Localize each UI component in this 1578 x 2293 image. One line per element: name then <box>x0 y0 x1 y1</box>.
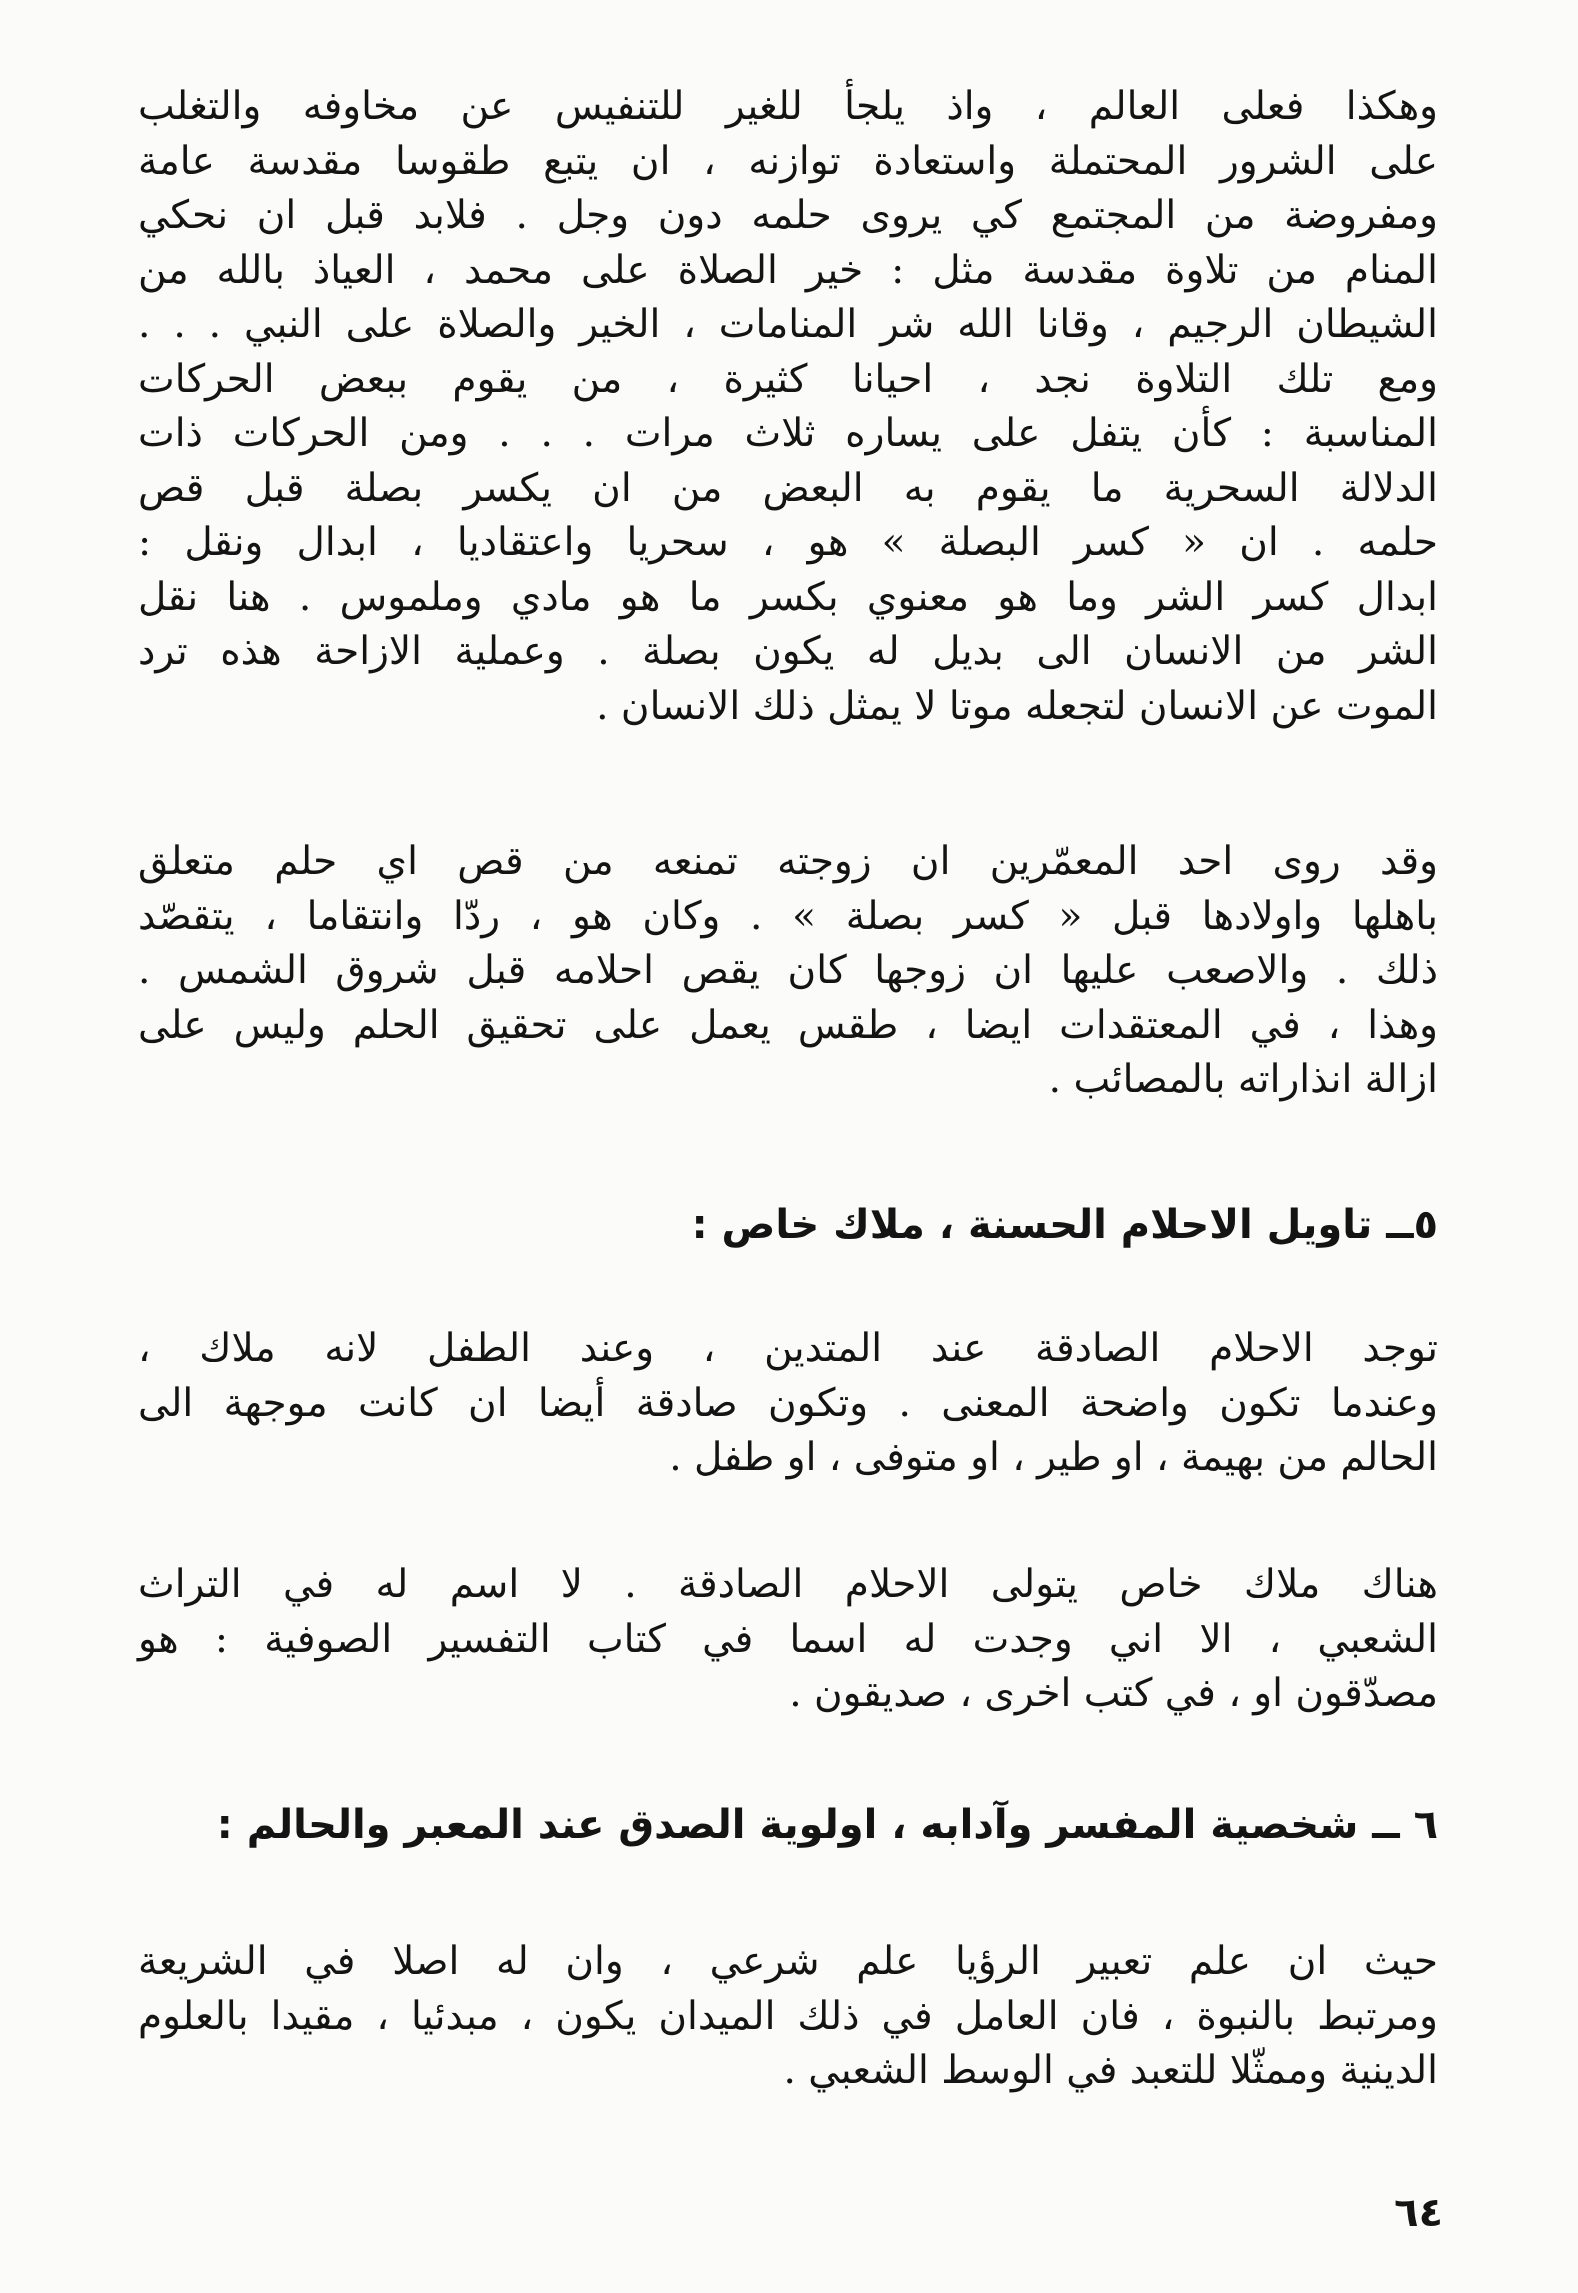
text-line: وهكذا فعلى العالم ، واذ يلجأ للغير للتنفيس عن مخاوفه والتغلب <box>138 84 1438 129</box>
text-line: مصدّقون او ، في كتب اخرى ، صديقون . <box>789 1671 1438 1716</box>
text-line: ازالة انذاراته بالمصائب . <box>1048 1057 1438 1102</box>
text-line: المنام من تلاوة مقدسة مثل : خير الصلاة على محمد ، العياذ بالله من <box>138 247 1438 293</box>
text-line: باهلها واولادها قبل « كسر بصلة » . وكان هو ، ردّا وانتقاما ، يتقصّد <box>138 893 1438 939</box>
text-line: الحالم من بهيمة ، او طير ، او متوفى ، او طفل . <box>669 1435 1438 1480</box>
text-line: المناسبة : كأن يتفل على يساره ثلاث مرات . . . ومن الحركات ذات <box>138 411 1438 456</box>
text-line: الشيطان الرجيم ، وقانا الله شر المنامات ، الخير والصلاة على النبي . . . <box>138 302 1438 347</box>
text-line: وعندما تكون واضحة المعنى . وتكون صادقة أيضا ان كانت موجهة الى <box>138 1380 1438 1426</box>
text-line: وقد روى احد المعمّرين ان زوجته تمنعه من قص اي حلم متعلق <box>138 839 1438 884</box>
text-line: الشر من الانسان الى بديل له يكون بصلة . وعملية الازاحة هذه ترد <box>138 629 1438 674</box>
text-line: ومفروضة من المجتمع كي يروى حلمه دون وجل . فلابد قبل ان نحكي <box>138 193 1438 238</box>
text-line: ومع تلك التلاوة نجد ، احيانا كثيرة ، من يقوم ببعض الحركات <box>138 356 1438 402</box>
paragraph-2 <box>138 835 1438 1108</box>
text-line: ابدال كسر الشر وما هو معنوي بكسر ما هو مادي وملموس . هنا نقل <box>138 574 1438 620</box>
page-number: ٦٤ <box>1394 2190 1443 2236</box>
section-heading-6: ٦ ــ شخصية المفسر وآدابه ، اولوية الصدق عند المعبر والحالم : <box>216 1802 1438 1848</box>
text-line: الشعبي ، الا اني وجدت له اسما في كتاب التفسير الصوفية : هو <box>138 1616 1438 1662</box>
text-line: حلمه . ان « كسر البصلة » هو ، سحريا واعتقاديا ، ابدال ونقل : <box>138 520 1438 565</box>
text-line: حيث ان علم تعبير الرؤيا علم شرعي ، وان له اصلا في الشريعة <box>138 1939 1438 1984</box>
paragraph-4 <box>138 1558 1438 1722</box>
text-line: على الشرور المحتملة واستعادة توازنه ، ان يتبع طقوسا مقدسة عامة <box>138 138 1438 184</box>
paragraph-3 <box>138 1322 1438 1486</box>
text-line: وهذا ، في المعتقدات ايضا ، طقس يعمل على تحقيق الحلم وليس على <box>138 1002 1438 1048</box>
text-line: هناك ملاك خاص يتولى الاحلام الصادقة . لا اسم له في التراث <box>138 1562 1438 1607</box>
text-line: الموت عن الانسان لتجعله موتا لا يمثل ذلك الانسان . <box>596 683 1438 729</box>
text-line: الدينية وممثّلا للتعبد في الوسط الشعبي . <box>783 2048 1438 2093</box>
paragraph-5 <box>138 1935 1438 2099</box>
text-line: توجد الاحلام الصادقة عند المتدين ، وعند الطفل لانه ملاك ، <box>138 1326 1438 1371</box>
paragraph-1 <box>138 80 1438 734</box>
text-line: ومرتبط بالنبوة ، فان العامل في ذلك الميدان يكون ، مبدئيا ، مقيدا بالعلوم <box>138 1993 1438 2039</box>
text-line: الدلالة السحرية ما يقوم به البعض من ان يكسر بصلة قبل قص <box>138 465 1438 511</box>
section-heading-5: ٥ــ تاويل الاحلام الحسنة ، ملاك خاص : <box>691 1202 1438 1248</box>
text-line: ذلك . والاصعب عليها ان زوجها كان يقص احلامه قبل شروق الشمس . <box>138 948 1438 993</box>
